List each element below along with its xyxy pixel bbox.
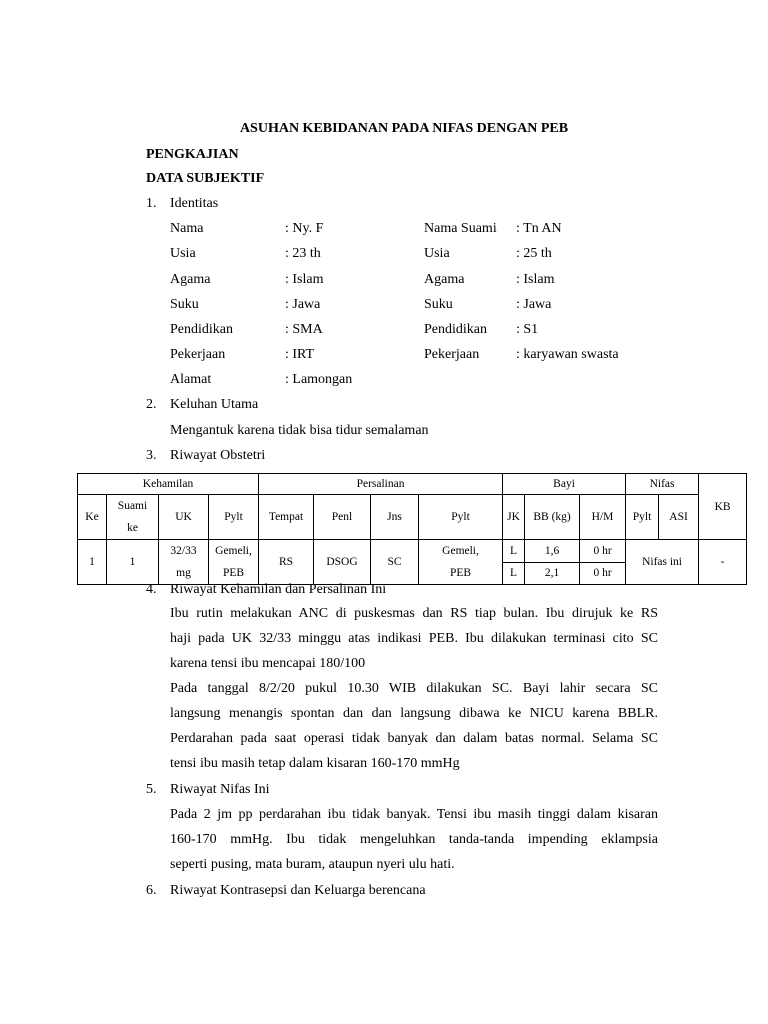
identity-value: : Islam (285, 272, 324, 287)
identity-value: : 25 th (516, 246, 552, 261)
cell-nifas: Nifas ini (626, 540, 699, 585)
cell-uk-unit: mg (176, 567, 191, 579)
header-pylt-persalinan: Pylt (419, 495, 503, 540)
cell-uk-value: 32/33 (170, 545, 197, 557)
group-nifas: Nifas (626, 474, 699, 495)
header-hm: H/M (580, 495, 626, 540)
heading-pengkajian: PENGKAJIAN (146, 147, 239, 162)
section-5-body (170, 802, 658, 877)
cell-pylt2-line1: Gemeli, (442, 545, 479, 557)
header-pylt: Pylt (209, 495, 259, 540)
cell-bb-2: 2,1 (525, 562, 580, 585)
paragraph-line: seperti pusing, mata buram, ataupun nyeri ulu hati. (170, 857, 455, 872)
identity-value: : Lamongan (285, 372, 353, 387)
header-asi: ASI (659, 495, 699, 540)
paragraph-line: langsung menangis spontan dan dan langsung dibawa ke NICU karena BBLR. (170, 706, 658, 721)
cell-pylt-line1: Gemeli, (215, 545, 252, 557)
identity-value: : Tn AN (516, 221, 562, 236)
obstetric-history-table (77, 473, 747, 585)
identity-label: Agama (170, 272, 211, 287)
identity-label: Suku (170, 297, 199, 312)
page-title: ASUHAN KEBIDANAN PADA NIFAS DENGAN PEB (239, 121, 569, 136)
section-3-title: Riwayat Obstetri (170, 448, 266, 463)
section-3-number: 3. (146, 448, 157, 463)
paragraph-line: 160-170 mmHg. Ibu tidak mengeluhkan tanda-tanda impending eklampsia (170, 832, 658, 847)
identity-label: Nama (170, 221, 204, 236)
identity-label: Suku (424, 297, 453, 312)
section-6-number: 6. (146, 883, 157, 898)
cell-hm-1: 0 hr (580, 540, 626, 563)
identity-value: : Jawa (285, 297, 321, 312)
section-4-title: Riwayat Kehamilan dan Persalinan Ini (170, 582, 387, 597)
paragraph-line: Pada 2 jm pp perdarahan ibu tidak banyak. Tensi ibu masih tinggi dalam kisaran (170, 807, 658, 822)
cell-jk-2: L (503, 562, 525, 585)
section-2-title: Keluhan Utama (170, 397, 259, 412)
cell-tempat: RS (259, 540, 314, 585)
cell-pylt-persalinan (419, 540, 503, 585)
section-1-number: 1. (146, 196, 157, 211)
header-uk: UK (159, 495, 209, 540)
identity-label: Usia (170, 246, 196, 261)
header-tempat: Tempat (259, 495, 314, 540)
section-6-title: Riwayat Kontrasepsi dan Keluarga berencana (170, 883, 426, 898)
table-group-row (78, 474, 747, 495)
identity-value: : SMA (285, 322, 323, 337)
identity-value: : 23 th (285, 246, 321, 261)
identity-value: : Jawa (516, 297, 552, 312)
identity-label: Agama (424, 272, 465, 287)
header-suami: Suami (117, 500, 148, 512)
paragraph-line: Pada tanggal 8/2/20 pukul 10.30 WIB dilakukan SC. Bayi lahir secara SC (170, 681, 658, 696)
paragraph-line: tensi ibu masih tetap dalam kisaran 160-170 mmHg (170, 756, 460, 771)
identity-label: Pekerjaan (170, 347, 226, 362)
identity-value: : IRT (285, 347, 315, 362)
section-5-title: Riwayat Nifas Ini (170, 782, 270, 797)
section-2-text: Mengantuk karena tidak bisa tidur semalaman (170, 423, 429, 438)
cell-suami: 1 (107, 540, 159, 585)
cell-jns: SC (371, 540, 419, 585)
table-header-row (78, 495, 747, 540)
section-4-body (170, 601, 658, 776)
identity-label: Usia (424, 246, 450, 261)
group-bayi: Bayi (503, 474, 626, 495)
identity-label: Nama Suami (424, 221, 497, 236)
cell-penl: DSOG (314, 540, 371, 585)
cell-kb: - (699, 540, 747, 585)
cell-uk (159, 540, 209, 585)
identity-value: : Islam (516, 272, 555, 287)
header-ke-sub: ke (127, 522, 138, 534)
cell-bb-1: 1,6 (525, 540, 580, 563)
header-bb: BB (kg) (525, 495, 580, 540)
cell-hm-2: 0 hr (580, 562, 626, 585)
header-jk: JK (503, 495, 525, 540)
identity-value: : Ny. F (285, 221, 324, 236)
heading-data-subjektif: DATA SUBJEKTIF (146, 171, 265, 186)
header-ke: Ke (78, 495, 107, 540)
cell-ke: 1 (78, 540, 107, 585)
paragraph-line: Ibu rutin melakukan ANC di puskesmas dan RS tiap bulan. Ibu dirujuk ke RS (170, 606, 658, 621)
paragraph-line: Perdarahan pada saat operasi tidak banyak dan dalam batas normal. Selama SC (170, 731, 658, 746)
section-4-number: 4. (146, 582, 157, 597)
header-suami-ke (107, 495, 159, 540)
cell-jk-1: L (503, 540, 525, 563)
group-persalinan: Persalinan (259, 474, 503, 495)
cell-pylt-line2: PEB (222, 567, 245, 579)
cell-pylt (209, 540, 259, 585)
paragraph-line: haji pada UK 32/33 minggu atas indikasi PEB. Ibu dilakukan terminasi cito SC (170, 631, 658, 646)
header-pylt-nifas: Pylt (626, 495, 659, 540)
group-kehamilan: Kehamilan (78, 474, 259, 495)
section-2-number: 2. (146, 397, 157, 412)
identity-value: : karyawan swasta (516, 347, 619, 362)
cell-pylt2-line2: PEB (449, 567, 472, 579)
section-5-number: 5. (146, 782, 157, 797)
paragraph-line: karena tensi ibu mencapai 180/100 (170, 656, 366, 671)
section-1-title: Identitas (170, 196, 219, 211)
identity-label: Pendidikan (424, 322, 487, 337)
header-jns: Jns (371, 495, 419, 540)
header-penl: Penl (314, 495, 371, 540)
table-row (78, 540, 747, 563)
identity-label: Pekerjaan (424, 347, 480, 362)
identity-label: Pendidikan (170, 322, 233, 337)
identity-value: : S1 (516, 322, 539, 337)
group-kb: KB (699, 474, 747, 540)
identity-label: Alamat (170, 372, 212, 387)
